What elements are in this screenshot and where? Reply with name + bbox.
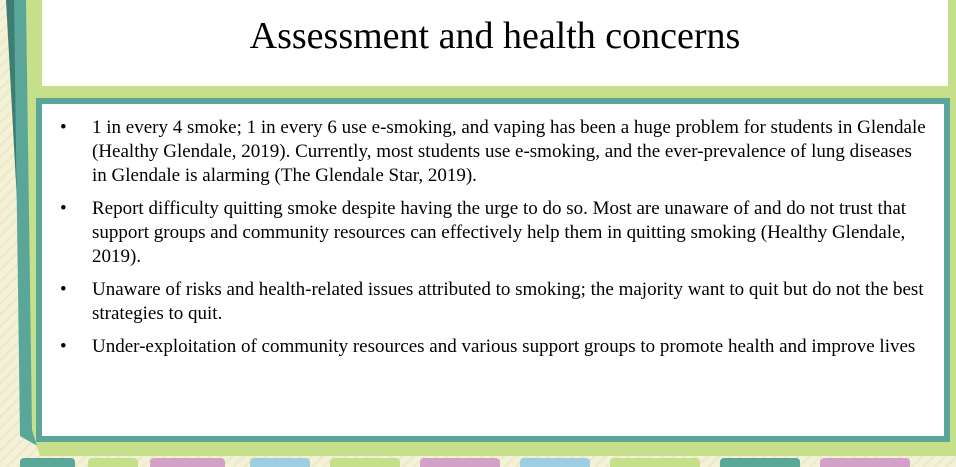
content-panel (42, 104, 944, 436)
bottom-tab (520, 458, 590, 467)
bullet-text: Under-exploitation of community resources and various support groups to promote health and improve lives (92, 336, 916, 357)
bullet-marker: • (60, 336, 67, 357)
bottom-tab (720, 458, 800, 467)
bullet-item (42, 197, 944, 269)
bottom-tab (250, 458, 310, 467)
bottom-tab (330, 458, 400, 467)
bullet-item (42, 116, 944, 188)
title-panel (42, 0, 948, 86)
bullet-list (42, 116, 944, 368)
bullet-item (42, 335, 944, 359)
slide-title: Assessment and health concerns (249, 15, 741, 57)
bullet-item (42, 278, 944, 326)
bottom-tab (150, 458, 225, 467)
bullet-text: Unaware of risks and health-related issues attributed to smoking; the majority want to quit but do not the best strategies to quit. (92, 279, 924, 324)
bullet-text: 1 in every 4 smoke; 1 in every 6 use e-smoking, and vaping has been a huge problem for students in Glendale (Healthy Glendale, 2019). Currently, most students use e-smoking, and the ever-prevalence of lung diseases in Glendale is alarming (The Glendale Star, 2019). (92, 117, 926, 186)
bottom-tab (88, 458, 138, 467)
bullet-marker: • (60, 117, 67, 138)
bullet-marker: • (60, 198, 67, 219)
bottom-tab (820, 458, 910, 467)
bullet-text: Report difficulty quitting smoke despite having the urge to do so. Most are unaware of and do not trust that support groups and community resources can effectively help them in quitting smoking (Healthy Glendale, 2019). (92, 198, 907, 267)
bottom-tab (420, 458, 500, 467)
bottom-tab (20, 458, 75, 467)
bullet-marker: • (60, 279, 67, 300)
bottom-decorative-tabs (0, 458, 956, 467)
bottom-tab (610, 458, 700, 467)
